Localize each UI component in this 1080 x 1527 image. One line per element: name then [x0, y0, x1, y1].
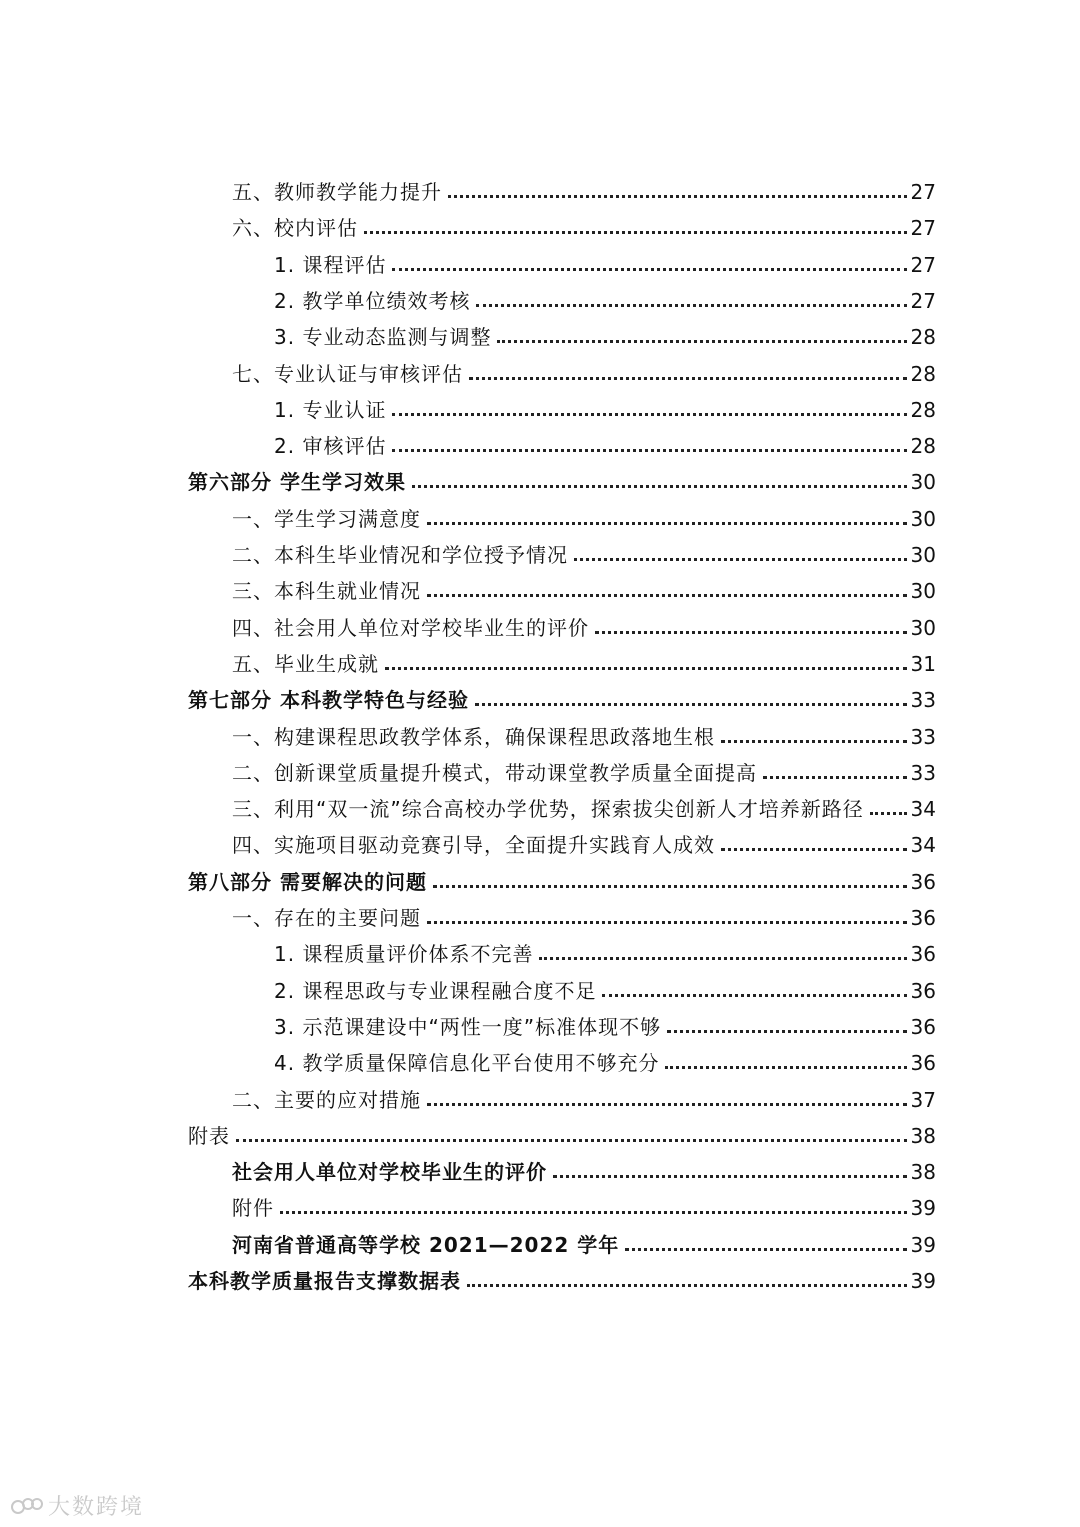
toc-dot-leader [476, 304, 906, 307]
toc-entry-page-number: 28 [910, 398, 936, 422]
toc-dot-leader [412, 485, 907, 488]
toc-entry[interactable] [274, 388, 936, 422]
toc-dot-leader [539, 957, 906, 960]
toc-entry-page-number: 30 [910, 470, 936, 494]
toc-dot-leader [433, 885, 907, 888]
toc-entry-title: 六、校内评估 [232, 216, 358, 240]
toc-entry-page-number: 33 [910, 725, 936, 749]
toc-dot-leader [385, 667, 907, 670]
toc-entry[interactable] [188, 860, 936, 894]
toc-entry-page-number: 30 [910, 543, 936, 567]
toc-entry[interactable] [188, 1114, 936, 1148]
toc-entry[interactable] [232, 569, 936, 603]
toc-dot-leader [448, 195, 907, 198]
toc-dot-leader [602, 994, 906, 997]
toc-entry-page-number: 38 [910, 1160, 936, 1184]
toc-entry-title: 七、专业认证与审核评估 [232, 362, 463, 386]
toc-entry[interactable] [274, 1005, 936, 1039]
toc-entry-title: 第七部分 本科教学特色与经验 [188, 688, 469, 712]
toc-dot-leader [427, 921, 907, 924]
toc-entry-title: 3. 示范课建设中“两性一度”标准体现不够 [274, 1015, 662, 1039]
toc-dot-leader [667, 1030, 906, 1033]
toc-entry-title: 河南省普通高等学校 2021—2022 学年 [232, 1233, 620, 1257]
toc-dot-leader [427, 1103, 907, 1106]
toc-dot-leader [625, 1248, 906, 1251]
toc-entry[interactable] [274, 279, 936, 313]
toc-entry-page-number: 36 [910, 979, 936, 1003]
watermark-text: 大数跨境 [48, 1495, 145, 1520]
toc-entry-title: 五、毕业生成就 [232, 652, 379, 676]
toc-entry-page-number: 27 [910, 289, 936, 313]
toc-entry-page-number: 27 [910, 216, 936, 240]
toc-entry[interactable] [232, 642, 936, 676]
toc-entry-page-number: 30 [910, 579, 936, 603]
toc-entry-page-number: 38 [910, 1124, 936, 1148]
toc-dot-leader [392, 413, 906, 416]
toc-entry-page-number: 37 [910, 1088, 936, 1112]
toc-dot-leader [392, 268, 906, 271]
toc-entry-page-number: 31 [910, 652, 936, 676]
toc-entry-title: 第六部分 学生学习效果 [188, 470, 406, 494]
toc-entry[interactable] [232, 1150, 936, 1184]
toc-entry-title: 1. 课程评估 [274, 253, 387, 277]
toc-entry[interactable] [232, 1223, 936, 1257]
toc-entry[interactable] [232, 1078, 936, 1112]
toc-entry[interactable] [232, 206, 936, 240]
toc-dot-leader [392, 449, 906, 452]
toc-entry-page-number: 28 [910, 362, 936, 386]
toc-entry[interactable] [274, 315, 936, 349]
toc-entry-page-number: 39 [910, 1233, 936, 1257]
toc-entry[interactable] [274, 969, 936, 1003]
toc-entry-title: 四、社会用人单位对学校毕业生的评价 [232, 616, 589, 640]
toc-entry-title: 1. 专业认证 [274, 398, 387, 422]
toc-entry[interactable] [188, 460, 936, 494]
toc-entry-title: 附件 [232, 1196, 274, 1220]
toc-dot-leader [574, 558, 907, 561]
watermark-logo-icon [10, 1495, 44, 1517]
toc-entry-title: 二、本科生毕业情况和学位授予情况 [232, 543, 568, 567]
toc-dot-leader [721, 740, 907, 743]
toc-entry-page-number: 30 [910, 507, 936, 531]
toc-entry-page-number: 36 [910, 906, 936, 930]
toc-entry-title: 第八部分 需要解决的问题 [188, 870, 427, 894]
toc-dot-leader [763, 776, 907, 779]
toc-entry[interactable] [274, 932, 936, 966]
toc-dot-leader [721, 848, 907, 851]
toc-entry-page-number: 34 [910, 833, 936, 857]
toc-dot-leader [665, 1066, 906, 1069]
toc-entry[interactable] [232, 170, 936, 204]
toc-entry[interactable] [274, 1041, 936, 1075]
toc-entry[interactable] [232, 823, 936, 857]
toc-entry-page-number: 33 [910, 688, 936, 712]
toc-entry-page-number: 33 [910, 761, 936, 785]
toc-entry-title: 二、创新课堂质量提升模式，带动课堂教学质量全面提高 [232, 761, 757, 785]
toc-entry-page-number: 39 [910, 1196, 936, 1220]
toc-dot-leader [870, 812, 907, 815]
toc-dot-leader [427, 522, 907, 525]
toc-entry-title: 4. 教学质量保障信息化平台使用不够充分 [274, 1051, 660, 1075]
toc-entry-page-number: 36 [910, 1051, 936, 1075]
toc-entry-title: 3. 专业动态监测与调整 [274, 325, 492, 349]
toc-entry-title: 1. 课程质量评价体系不完善 [274, 942, 534, 966]
toc-dot-leader [427, 594, 907, 597]
toc-entry[interactable] [274, 243, 936, 277]
toc-entry[interactable] [188, 678, 936, 712]
toc-entry-title: 2. 课程思政与专业课程融合度不足 [274, 979, 597, 1003]
toc-entry-page-number: 28 [910, 325, 936, 349]
toc-entry-title: 五、教师教学能力提升 [232, 180, 442, 204]
toc-entry-title: 四、实施项目驱动竞赛引导，全面提升实践育人成效 [232, 833, 715, 857]
toc-entry[interactable] [232, 787, 936, 821]
toc-entry-page-number: 27 [910, 253, 936, 277]
toc-dot-leader [475, 703, 907, 706]
toc-dot-leader [280, 1211, 907, 1214]
toc-entry[interactable] [232, 896, 936, 930]
toc-dot-leader [553, 1175, 907, 1178]
toc-entry-title: 社会用人单位对学校毕业生的评价 [232, 1160, 547, 1184]
toc-entry-page-number: 36 [910, 1015, 936, 1039]
toc-entry-title: 三、利用“双一流”综合高校办学优势，探索拔尖创新人才培养新路径 [232, 797, 864, 821]
toc-entry[interactable] [232, 1186, 936, 1220]
toc-entry-title: 附表 [188, 1124, 230, 1148]
toc-entry-page-number: 36 [910, 942, 936, 966]
toc-dot-leader [364, 231, 907, 234]
toc-entry-title: 一、构建课程思政教学体系，确保课程思政落地生根 [232, 725, 715, 749]
toc-dot-leader [467, 1284, 907, 1287]
toc-entry-page-number: 39 [910, 1269, 936, 1293]
toc-entry-title: 三、本科生就业情况 [232, 579, 421, 603]
toc-entry-title: 二、主要的应对措施 [232, 1088, 421, 1112]
toc-entry-title: 一、存在的主要问题 [232, 906, 421, 930]
toc-entry-title: 一、学生学习满意度 [232, 507, 421, 531]
toc-entry-page-number: 27 [910, 180, 936, 204]
toc-entry[interactable] [232, 533, 936, 567]
toc-entry-title: 本科教学质量报告支撑数据表 [188, 1269, 461, 1293]
toc-entry[interactable] [232, 715, 936, 749]
toc-entry-page-number: 36 [910, 870, 936, 894]
watermark [10, 1490, 144, 1521]
toc-entry-title: 2. 教学单位绩效考核 [274, 289, 471, 313]
toc-entry[interactable] [274, 424, 936, 458]
toc-entry[interactable] [188, 1259, 936, 1293]
toc-entry-page-number: 28 [910, 434, 936, 458]
toc-entry-title: 2. 审核评估 [274, 434, 387, 458]
toc-entry-page-number: 30 [910, 616, 936, 640]
toc-dot-leader [497, 340, 906, 343]
toc-entry[interactable] [232, 497, 936, 531]
toc-dot-leader [469, 377, 907, 380]
toc-entry[interactable] [232, 606, 936, 640]
toc-dot-leader [236, 1139, 907, 1142]
toc-entry[interactable] [232, 352, 936, 386]
toc-entry[interactable] [232, 751, 936, 785]
toc-dot-leader [595, 631, 907, 634]
toc-entry-page-number: 34 [910, 797, 936, 821]
